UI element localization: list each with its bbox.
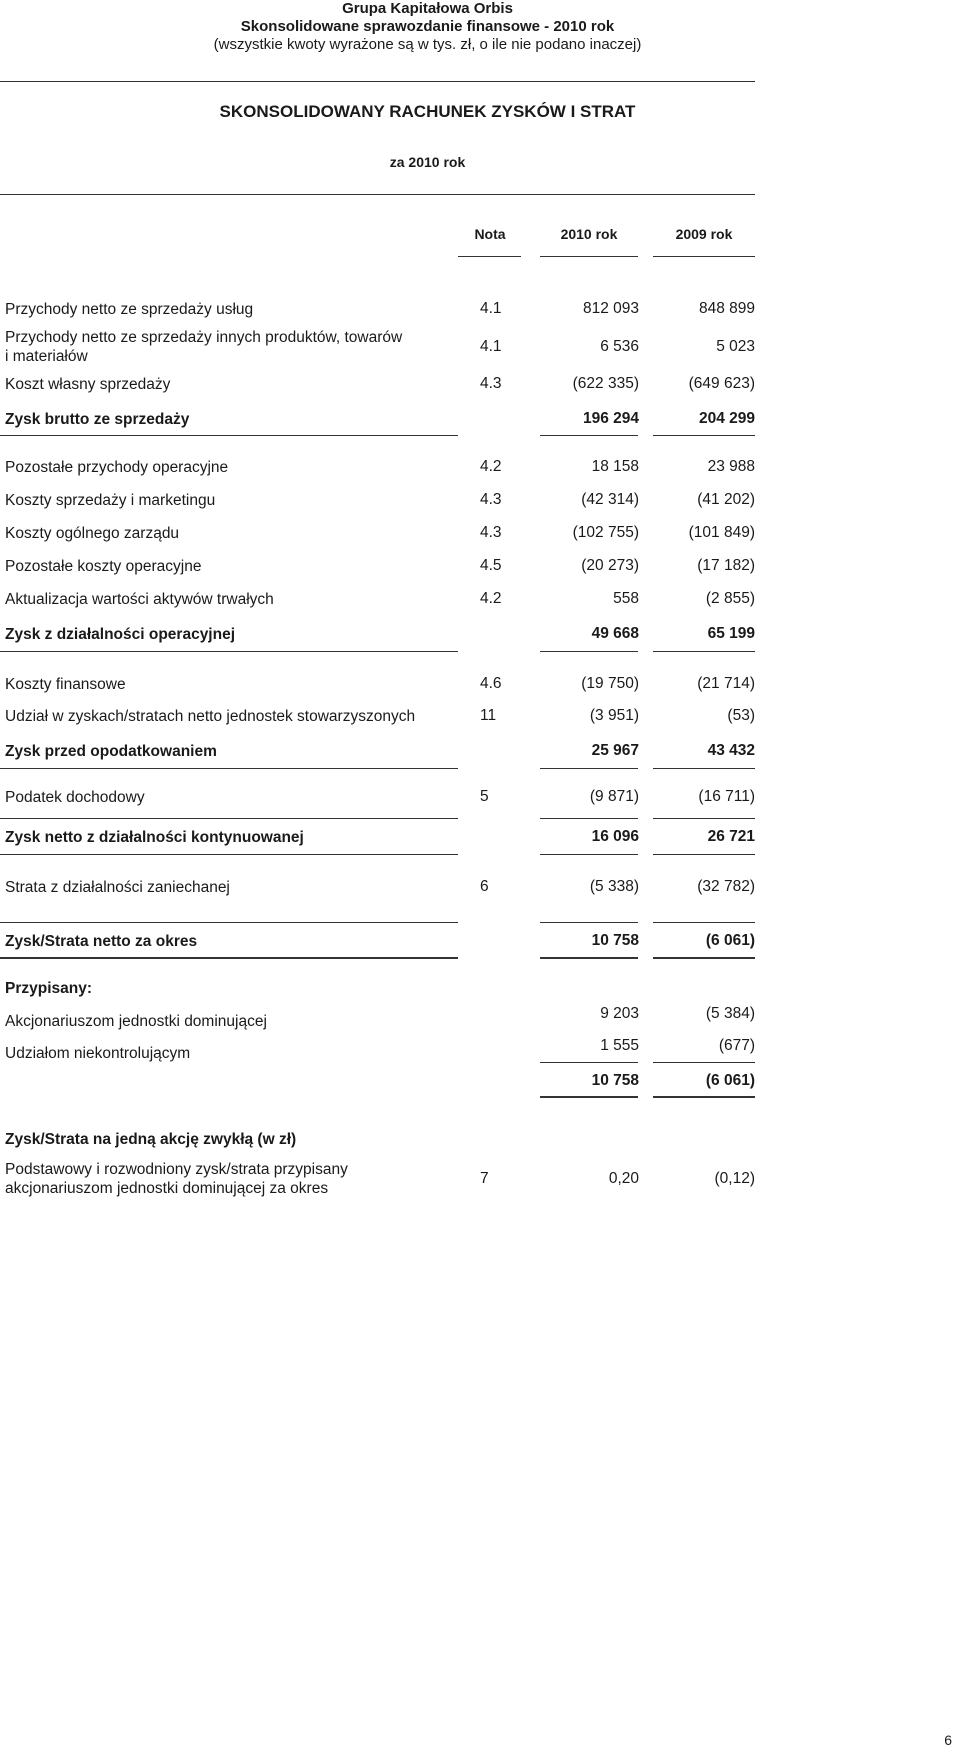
row-value-2010: 49 668 bbox=[591, 625, 639, 642]
subtotal-rule bbox=[0, 854, 458, 855]
row-value-2009: 848 899 bbox=[698, 300, 755, 317]
title-rule bbox=[0, 194, 755, 195]
column-head-note: Nota bbox=[474, 226, 506, 242]
report-name: Skonsolidowane sprawozdanie finansowe - 2010 rok bbox=[240, 18, 615, 35]
row-note: 4.2 bbox=[480, 590, 502, 607]
row-value-2010: 6 536 bbox=[600, 338, 639, 355]
row-label: Zysk/Strata netto za okres bbox=[5, 933, 198, 950]
row-note: 11 bbox=[480, 707, 497, 724]
column-rule-note bbox=[458, 256, 521, 257]
row-value-2009: 5 023 bbox=[716, 338, 755, 355]
subtotal-rule bbox=[540, 922, 638, 923]
row-value-2010: (622 335) bbox=[572, 375, 639, 392]
row-value-2009: (5 384) bbox=[705, 1005, 755, 1022]
row-label: Przypisany: bbox=[5, 980, 93, 997]
row-value-2009: (17 182) bbox=[697, 557, 755, 574]
column-rule-2010 bbox=[540, 256, 638, 257]
row-value-2009: (32 782) bbox=[697, 878, 755, 895]
row-value-2010: (3 951) bbox=[589, 707, 639, 724]
row-value-2010: 10 758 bbox=[591, 1072, 639, 1089]
row-label: Udziałom niekontrolującym bbox=[5, 1045, 191, 1062]
subtotal-rule bbox=[653, 435, 755, 436]
subtotal-rule bbox=[653, 922, 755, 923]
row-label: Pozostałe przychody operacyjne bbox=[5, 459, 229, 476]
row-value-2010: 16 096 bbox=[591, 828, 639, 845]
row-label: Przychody netto ze sprzedaży usług bbox=[5, 301, 254, 318]
row-note: 4.3 bbox=[480, 375, 502, 392]
row-value-2010: 0,20 bbox=[608, 1170, 639, 1187]
row-value-2010: (20 273) bbox=[581, 557, 639, 574]
row-value-2010: 558 bbox=[613, 590, 639, 607]
total-rule bbox=[653, 957, 755, 959]
row-value-2009: (16 711) bbox=[698, 788, 755, 805]
row-note: 4.3 bbox=[480, 491, 502, 508]
row-label: Przychody netto ze sprzedaży innych produktów, towarów i materiałów bbox=[5, 329, 403, 365]
row-label: Koszty finansowe bbox=[5, 676, 126, 693]
row-value-2010: (42 314) bbox=[581, 491, 639, 508]
subtotal-rule bbox=[540, 435, 638, 436]
row-value-2010: 10 758 bbox=[591, 932, 639, 949]
subtotal-rule bbox=[0, 768, 458, 769]
row-label: Podatek dochodowy bbox=[5, 789, 145, 806]
header-rule bbox=[0, 81, 755, 82]
row-value-2009: (677) bbox=[718, 1037, 755, 1054]
row-value-2010: (102 755) bbox=[572, 524, 639, 541]
column-head-2009: 2009 rok bbox=[675, 226, 733, 242]
subtotal-rule bbox=[0, 435, 458, 436]
subtotal-rule bbox=[0, 922, 458, 923]
subtotal-rule bbox=[540, 818, 638, 819]
row-label: Aktualizacja wartości aktywów trwałych bbox=[5, 591, 274, 608]
row-value-2009: (6 061) bbox=[705, 932, 755, 949]
row-value-2009: 65 199 bbox=[707, 625, 755, 642]
row-value-2009: (0,12) bbox=[714, 1170, 755, 1187]
row-label: Strata z działalności zaniechanej bbox=[5, 879, 230, 896]
row-note: 4.1 bbox=[480, 338, 502, 355]
row-label: Akcjonariuszom jednostki dominującej bbox=[5, 1013, 267, 1030]
row-value-2009: (6 061) bbox=[705, 1072, 755, 1089]
row-value-2009: (649 623) bbox=[688, 375, 755, 392]
row-label: Koszty ogólnego zarządu bbox=[5, 525, 180, 542]
row-value-2009: (53) bbox=[727, 707, 755, 724]
row-value-2010: 25 967 bbox=[591, 742, 639, 759]
row-note: 4.1 bbox=[480, 300, 502, 317]
row-note: 6 bbox=[480, 878, 489, 895]
total-rule bbox=[540, 1096, 638, 1098]
row-note: 4.3 bbox=[480, 524, 502, 541]
row-label: Podstawowy i rozwodniony zysk/strata przypisany akcjonariuszom jednostki dominującej za okres bbox=[5, 1161, 348, 1197]
total-rule bbox=[540, 957, 638, 959]
subtotal-rule bbox=[653, 768, 755, 769]
row-value-2009: (41 202) bbox=[697, 491, 755, 508]
company-name: Grupa Kapitałowa Orbis bbox=[342, 0, 513, 17]
row-value-2010: 1 555 bbox=[600, 1037, 639, 1054]
subtotal-rule bbox=[653, 854, 755, 855]
row-value-2010: 812 093 bbox=[582, 300, 639, 317]
row-label: Zysk przed opodatkowaniem bbox=[5, 743, 217, 760]
row-label: Koszty sprzedaży i marketingu bbox=[5, 492, 216, 509]
subtotal-rule bbox=[0, 818, 458, 819]
statement-title: SKONSOLIDOWANY RACHUNEK ZYSKÓW I STRAT bbox=[219, 102, 636, 121]
row-label: Zysk brutto ze sprzedaży bbox=[5, 411, 190, 428]
subtotal-rule bbox=[653, 818, 755, 819]
subtotal-rule bbox=[0, 651, 458, 652]
row-value-2010: (19 750) bbox=[581, 675, 639, 692]
column-rule-2009 bbox=[653, 256, 755, 257]
row-note: 4.2 bbox=[480, 458, 502, 475]
subtotal-rule bbox=[540, 768, 638, 769]
total-rule bbox=[0, 957, 458, 959]
row-value-2009: 26 721 bbox=[707, 828, 755, 845]
row-label: Pozostałe koszty operacyjne bbox=[5, 558, 202, 575]
row-value-2009: (101 849) bbox=[688, 524, 755, 541]
statement-period: za 2010 rok bbox=[389, 154, 466, 170]
row-value-2010: 196 294 bbox=[582, 410, 639, 427]
row-label: Koszt własny sprzedaży bbox=[5, 376, 171, 393]
row-value-2009: 43 432 bbox=[707, 742, 755, 759]
row-value-2009: 204 299 bbox=[698, 410, 755, 427]
row-note: 7 bbox=[480, 1170, 489, 1187]
units-note: (wszystkie kwoty wyrażone są w tys. zł, o ile nie podano inaczej) bbox=[213, 36, 642, 53]
subtotal-rule bbox=[653, 1062, 755, 1063]
row-value-2010: (5 338) bbox=[589, 878, 639, 895]
page-number: 6 bbox=[944, 1732, 952, 1748]
row-value-2009: (21 714) bbox=[697, 675, 755, 692]
total-rule bbox=[653, 1096, 755, 1098]
subtotal-rule bbox=[653, 651, 755, 652]
row-value-2009: (2 855) bbox=[705, 590, 755, 607]
row-value-2010: (9 871) bbox=[589, 788, 639, 805]
column-head-2010: 2010 rok bbox=[560, 226, 618, 242]
row-note: 4.6 bbox=[480, 675, 502, 692]
subtotal-rule bbox=[540, 1062, 638, 1063]
subtotal-rule bbox=[540, 651, 638, 652]
row-value-2010: 9 203 bbox=[600, 1005, 639, 1022]
row-note: 5 bbox=[480, 788, 489, 805]
row-label: Udział w zyskach/stratach netto jednostek stowarzyszonych bbox=[5, 708, 416, 725]
row-value-2010: 18 158 bbox=[591, 458, 639, 475]
row-label: Zysk netto z działalności kontynuowanej bbox=[5, 829, 304, 846]
row-label: Zysk/Strata na jedną akcję zwykłą (w zł) bbox=[5, 1131, 297, 1148]
row-note: 4.5 bbox=[480, 557, 502, 574]
row-label: Zysk z działalności operacyjnej bbox=[5, 626, 236, 643]
row-value-2009: 23 988 bbox=[707, 458, 755, 475]
subtotal-rule bbox=[540, 854, 638, 855]
